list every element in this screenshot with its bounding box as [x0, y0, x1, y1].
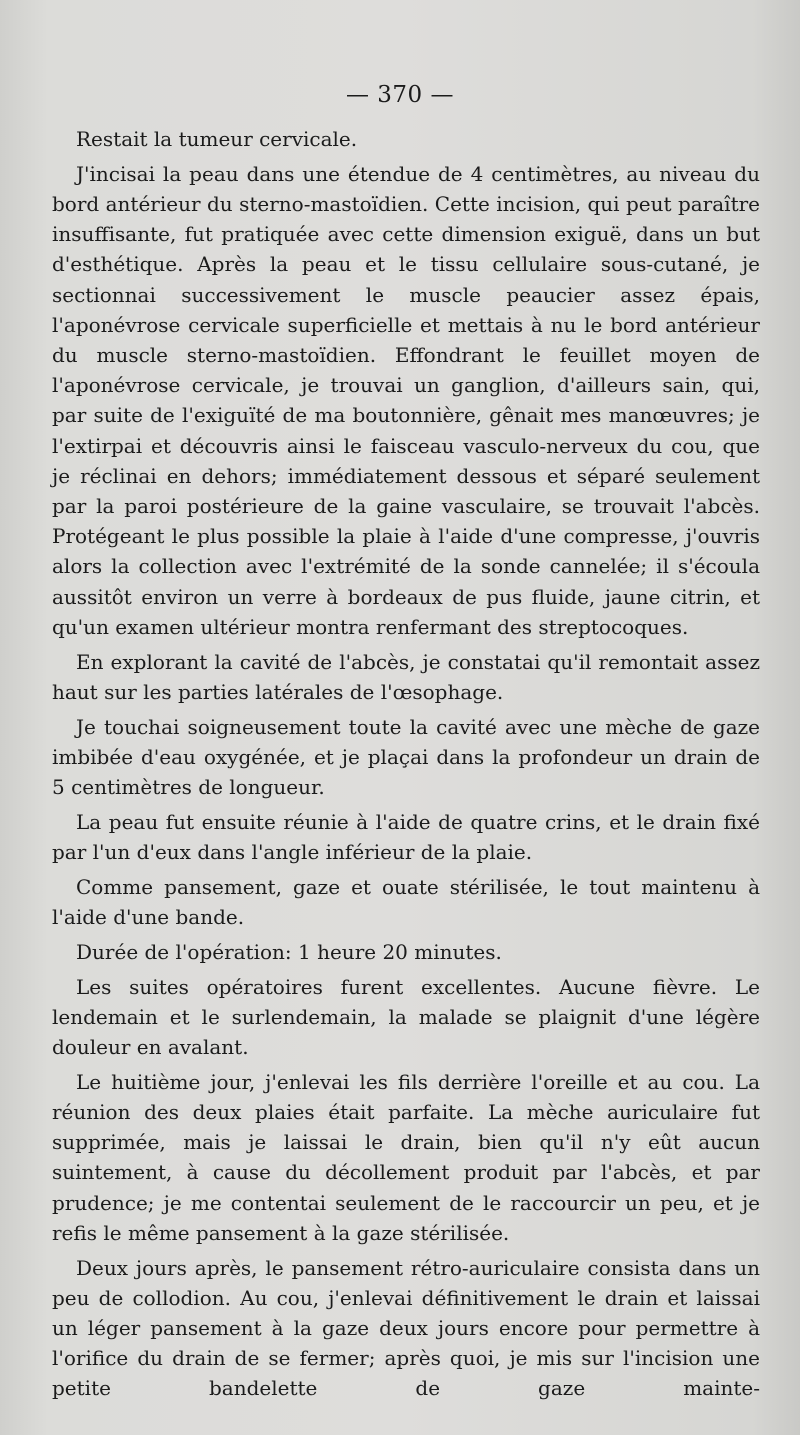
paragraph: En explorant la cavité de l'abcès, je constatai qu'il remontait assez haut sur les parties latérales de l'œsophage.: [52, 649, 760, 704]
paragraph: Je touchai soigneusement toute la cavité avec une mèche de gaze imbibée d'eau oxygénée, et je plaçai dans la profondeur un drain de 5 centimètres de longueur.: [52, 714, 760, 800]
body-text: [52, 124, 760, 1408]
paragraph: Comme pansement, gaze et ouate stérilisée, le tout maintenu à l'aide d'une bande.: [52, 874, 760, 930]
paragraph: Durée de l'opération: 1 heure 20 minutes.: [76, 939, 502, 964]
paragraph: Le huitième jour, j'enlevai les fils derrière l'oreille et au cou. La réunion des deux plaies était parfaite. La mèche auriculaire fut supprimée, mais je laissai le drain, bien qu'il n'y eût aucun suintement, à cause du décollement produit par l'abcès, et par prudence; je me contentai seulement de le raccourcir un peu, et je refis le même pansement à la gaze stérilisée.: [52, 1069, 760, 1245]
paragraph: Deux jours après, le pansement rétro-auriculaire consista dans un peu de collodion. Au cou, j'enlevai définitivement le drain et laissai un léger pansement à la gaze deux jours encore pour permettre à l'orifice du drain de se fermer; après quoi, je mis sur l'incision une petite bandelette de gaze mainte-: [52, 1255, 760, 1401]
paragraph: J'incisai la peau dans une étendue de 4 centimètres, au niveau du bord antérieur du sterno-mastoïdien. Cette incision, qui peut paraître insuffisante, fut pratiquée avec cette dimension exiguë, dans un but d'esthétique. Après la peau et le tissu cellulaire sous-cutané, je sectionnai successivement le muscle peaucier assez épais, l'aponévrose cervicale superficielle et mettais à nu le bord antérieur du muscle sterno-mastoïdien. Effondrant le feuillet moyen de l'aponévrose cervicale, je trouvai un ganglion, d'ailleurs sain, qui, par suite de l'exiguïté de ma boutonnière, gênait mes manœuvres; je l'extirpai et découvris ainsi le faisceau vasculo-nerveux du cou, que je réclinai en dehors; immédiatement dessous et séparé seulement par la paroi postérieure de la gaine vasculaire, se trouvait l'abcès. Protégeant le plus possible la plaie à l'aide d'une compresse, j'ouvris alors la collection avec l'extrémité de la sonde cannelée; il s'écoula aussitôt environ un verre à bordeaux de pus fluide, jaune citrin, et qu'un examen ultérieur montra renfermant des streptocoques.: [52, 161, 760, 639]
paragraph: Restait la tumeur cervicale.: [76, 127, 358, 151]
paragraph: Les suites opératoires furent excellentes. Aucune fièvre. Le lendemain et le surlendemain, la malade se plaignit d'une légère douleur en avalant.: [52, 974, 760, 1060]
page-number: — 370 —: [345, 82, 455, 108]
paragraph: La peau fut ensuite réunie à l'aide de quatre crins, et le drain fixé par l'un d'eux dans l'angle inférieur de la plaie.: [52, 809, 760, 865]
